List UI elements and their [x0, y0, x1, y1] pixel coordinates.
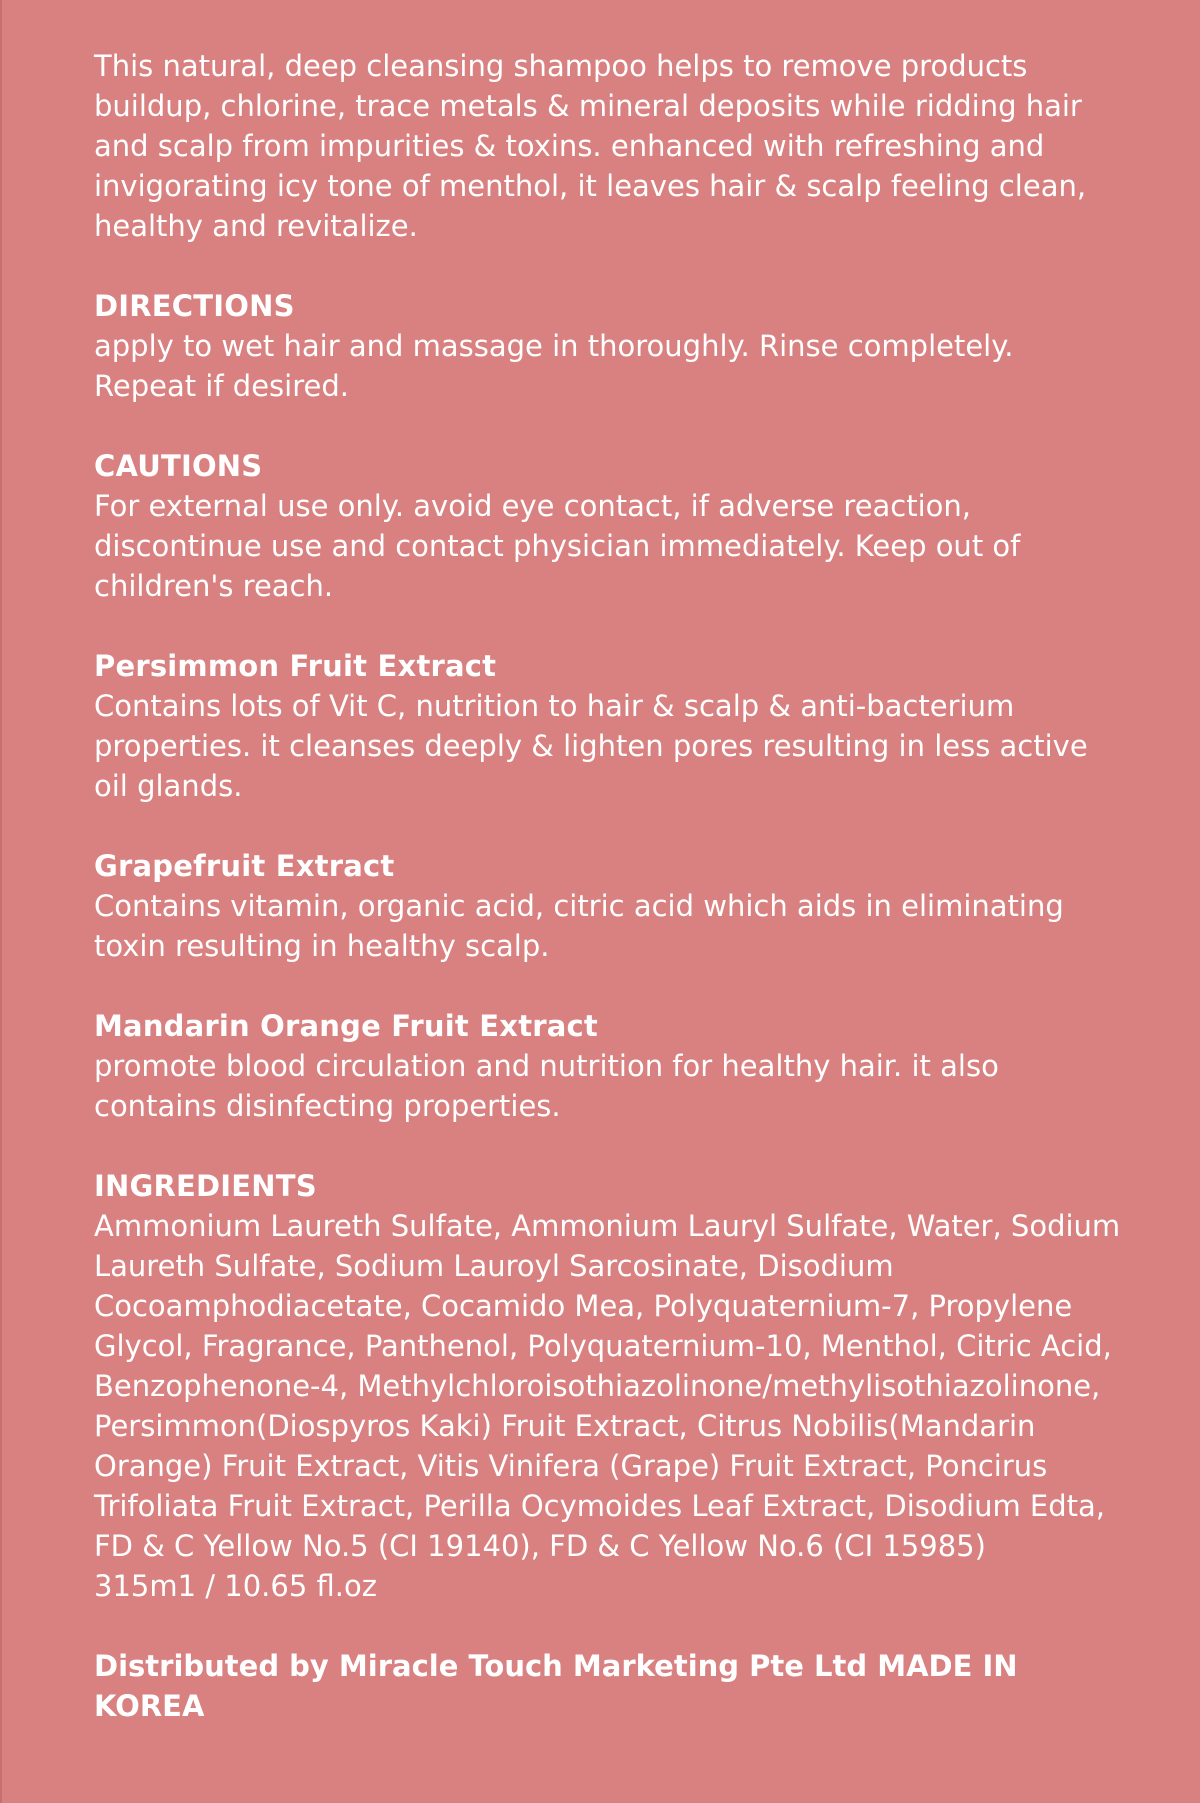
intro-text: This natural, deep cleansing shampoo helps to remove products buildup, chlorine, trace metals & mineral deposits while ridding hair and scalp from impurities & toxins. enhanced with refreshing and invigorating icy tone of menthol, it leaves hair & scalp feeling clean, healthy and revitalize. — [94, 49, 1087, 243]
directions-text: apply to wet hair and massage in thoroughly. Rinse completely. Repeat if desired. — [94, 329, 1014, 403]
cautions-text: For external use only. avoid eye contact, if adverse reaction, discontinue use and contact physician immediately. Keep out of children's reach. — [94, 489, 1021, 603]
spacer — [94, 1126, 1124, 1166]
persimmon-text: Contains lots of Vit C, nutrition to hair & scalp & anti-bacterium properties. it cleanses deeply & lighten pores resulting in less active oil glands. — [94, 689, 1088, 803]
spacer — [94, 406, 1124, 446]
spacer — [94, 246, 1124, 286]
spacer — [94, 1606, 1124, 1646]
ingredients-heading: INGREDIENTS — [94, 1169, 317, 1203]
mandarin-text: promote blood circulation and nutrition for healthy hair. it also contains disinfecting properties. — [94, 1049, 999, 1123]
spacer — [94, 606, 1124, 646]
grapefruit-heading: Grapefruit Extract — [94, 849, 395, 883]
ingredients-text: Ammonium Laureth Sulfate, Ammonium Lauryl Sulfate, Water, Sodium Laureth Sulfate, Sodium Lauroyl Sarcosinate, Disodium Cocoamphodiacetate, Cocamido Mea, Polyquaternium-7, Propylene Glycol, Fragrance, Panthenol, Polyquaternium-10, Menthol, Citric Acid, Benzophenone-4, Methylchloroisothiazolinone/methylisothiazolinone, Persimmon(Diospyros Kaki) Fruit Extract, Citrus Nobilis(Mandarin Orange) Fruit Extract, Vitis Vinifera (Grape) Fruit Extract, Poncirus Trifoliata Fruit Extract, Perilla Ocymoides Leaf Extract, Disodium Edta, FD & C Yellow No.5 (CI 19140), FD & C Yellow No.6 (CI 15985) — [94, 1209, 1121, 1563]
distributor-text: Distributed by Miracle Touch Marketing Pte Ltd MADE IN KOREA — [94, 1649, 1018, 1723]
spacer — [94, 806, 1124, 846]
directions-heading: DIRECTIONS — [94, 289, 295, 323]
spacer — [94, 966, 1124, 1006]
persimmon-heading: Persimmon Fruit Extract — [94, 649, 497, 683]
mandarin-heading: Mandarin Orange Fruit Extract — [94, 1009, 598, 1043]
cautions-heading: CAUTIONS — [94, 449, 263, 483]
volume-text: 315m1 / 10.65 fl.oz — [94, 1569, 377, 1603]
grapefruit-text: Contains vitamin, organic acid, citric acid which aids in eliminating toxin resulting in healthy scalp. — [94, 889, 1064, 963]
label-content — [94, 46, 1124, 1726]
